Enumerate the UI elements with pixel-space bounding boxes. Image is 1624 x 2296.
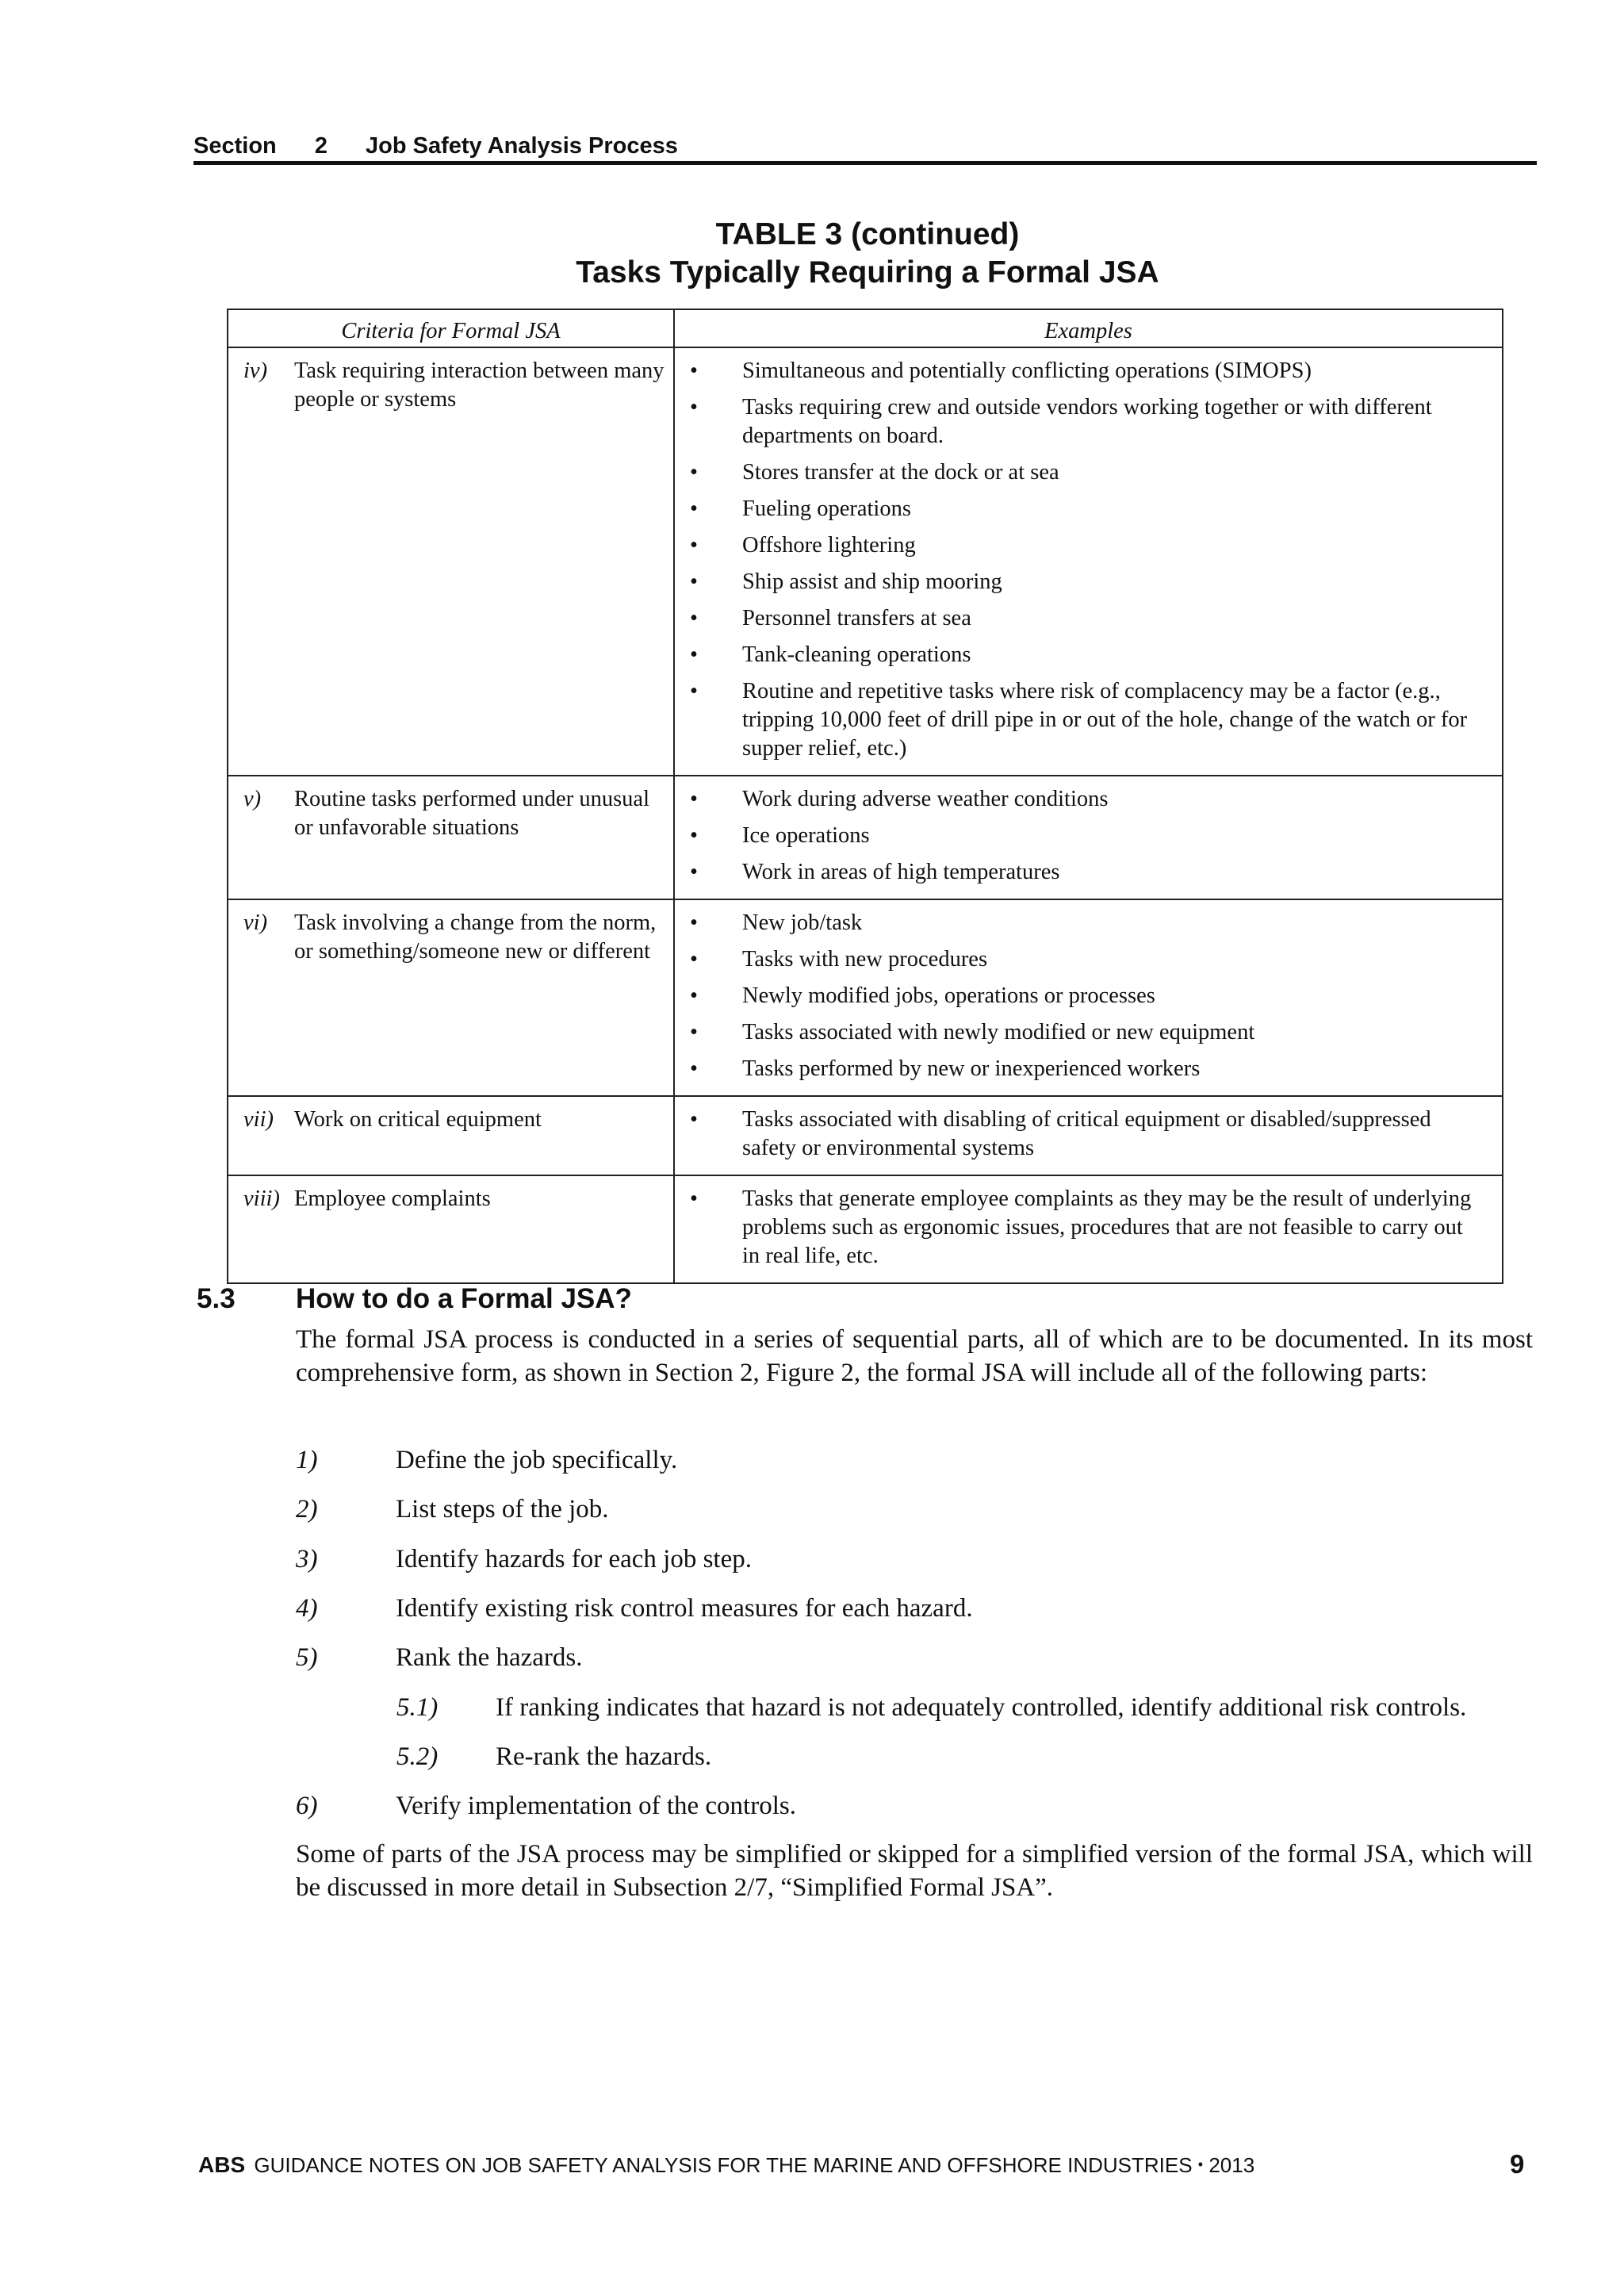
- step-text: Define the job specifically.: [396, 1446, 678, 1474]
- example-item: [690, 1055, 1482, 1083]
- step-number: 5.1): [396, 1692, 439, 1722]
- criteria-text: Employee complaints: [294, 1186, 491, 1211]
- step-text: If ranking indicates that hazard is not adequately controlled, identify additional risk controls.: [496, 1692, 1467, 1722]
- example-item: [690, 945, 1482, 974]
- example-item: [690, 495, 1482, 523]
- examples-cell: [674, 1175, 1503, 1283]
- bullet-icon: •: [690, 1020, 698, 1045]
- step-number: 1): [296, 1446, 318, 1474]
- step-number: 5.2): [396, 1742, 439, 1771]
- examples-list: [676, 901, 1501, 1094]
- bullet-icon: •: [690, 787, 698, 811]
- example-text: Simultaneous and potentially conflicting operations (SIMOPS): [742, 358, 1312, 383]
- table-title-line2: Tasks Typically Requiring a Formal JSA: [576, 255, 1159, 289]
- example-text: Ship assist and ship mooring: [742, 569, 1002, 594]
- step-number: 4): [296, 1593, 318, 1623]
- criteria-number: vi): [243, 910, 268, 935]
- example-text: Routine and repetitive tasks where risk of complacency may be a factor (e.g., tripping 10,000 feet of drill pipe in or out of the hole, change of the watch or for supper relief, etc.): [742, 679, 1468, 761]
- example-item: [690, 1106, 1482, 1163]
- examples-cell: [674, 776, 1503, 899]
- bullet-icon: •: [690, 1186, 698, 1211]
- criteria-cell: [228, 347, 674, 776]
- bullet-icon: •: [690, 395, 698, 420]
- examples-list: [676, 349, 1501, 774]
- bullet-icon: •: [690, 860, 698, 884]
- example-item: [690, 677, 1482, 763]
- example-text: Stores transfer at the dock or at sea: [742, 460, 1059, 485]
- example-text: Tasks requiring crew and outside vendors working together or with different departments on board.: [742, 395, 1432, 448]
- table-title-line1: TABLE 3 (continued): [715, 217, 1020, 251]
- bullet-icon: •: [690, 358, 698, 383]
- bullet-icon: •: [690, 947, 698, 972]
- step-text: Verify implementation of the controls.: [396, 1792, 796, 1821]
- example-item: [690, 982, 1482, 1010]
- criteria-number: iv): [243, 358, 268, 383]
- bullet-icon: •: [690, 983, 698, 1008]
- criteria-number: vii): [243, 1107, 274, 1132]
- step-number: 2): [296, 1495, 318, 1524]
- bullet-icon: •: [690, 823, 698, 848]
- example-text: Personnel transfers at sea: [742, 606, 971, 631]
- example-item: [690, 568, 1482, 596]
- step-text: Rank the hazards.: [396, 1643, 583, 1673]
- example-item: [690, 357, 1482, 385]
- bullet-icon: •: [690, 460, 698, 485]
- bullet-icon: •: [690, 1056, 698, 1081]
- criteria-cell: [228, 1096, 674, 1175]
- header-section-label: Section: [193, 133, 277, 159]
- examples-list: [676, 777, 1501, 898]
- example-item: [690, 909, 1482, 937]
- header-section-number: 2: [314, 133, 327, 159]
- footer-separator: •: [1197, 2156, 1204, 2172]
- step-number: 5): [296, 1643, 318, 1673]
- step-number: 6): [296, 1792, 318, 1821]
- example-item: [690, 641, 1482, 669]
- criteria-text: Routine tasks performed under unusual or unfavorable situations: [294, 787, 649, 840]
- table-row: [228, 347, 1503, 776]
- column-header-criteria: Criteria for Formal JSA: [228, 309, 674, 347]
- bullet-icon: •: [690, 606, 698, 631]
- example-text: Work in areas of high temperatures: [742, 860, 1060, 884]
- jsa-criteria-table: [227, 309, 1503, 1284]
- bullet-icon: •: [690, 679, 698, 703]
- example-text: Tasks with new procedures: [742, 947, 988, 972]
- criteria-number: v): [243, 787, 262, 811]
- example-text: Fueling operations: [742, 496, 911, 521]
- example-text: Tasks associated with disabling of critical equipment or disabled/suppressed safety or environmental systems: [742, 1107, 1431, 1160]
- table-row: [228, 1096, 1503, 1175]
- example-text: Ice operations: [742, 823, 870, 848]
- example-item: [690, 1018, 1482, 1047]
- example-item: [690, 1185, 1482, 1271]
- section-closing-paragraph: Some of parts of the JSA process may be simplified or skipped for a simplified version of the formal JSA, which will be discussed in more detail in Subsection 2/7, “Simplified Formal JSA”.: [296, 1840, 1533, 1902]
- step-text: Identify hazards for each job step.: [396, 1544, 752, 1573]
- example-text: Offshore lightering: [742, 533, 916, 558]
- bullet-icon: •: [690, 642, 698, 667]
- step-text: List steps of the job.: [396, 1495, 609, 1524]
- bullet-icon: •: [690, 496, 698, 521]
- example-text: New job/task: [742, 910, 863, 935]
- table-row: [228, 776, 1503, 899]
- bullet-icon: •: [690, 533, 698, 558]
- criteria-number: viii): [243, 1186, 280, 1211]
- examples-cell: [674, 1096, 1503, 1175]
- table-row: [228, 1175, 1503, 1283]
- step-text: Identify existing risk control measures for each hazard.: [396, 1593, 973, 1623]
- table-title: [0, 216, 1624, 292]
- criteria-text: Work on critical equipment: [294, 1107, 542, 1132]
- example-item: [690, 858, 1482, 887]
- example-text: Newly modified jobs, operations or processes: [742, 983, 1155, 1008]
- footer-brand-logo: ABS: [198, 2152, 246, 2177]
- table-header-row: [228, 309, 1503, 347]
- example-item: [690, 531, 1482, 560]
- column-header-examples: Examples: [674, 309, 1503, 347]
- bullet-icon: •: [690, 1107, 698, 1132]
- example-text: Tasks associated with newly modified or new equipment: [742, 1020, 1255, 1045]
- bullet-icon: •: [690, 910, 698, 935]
- example-text: Work during adverse weather conditions: [742, 787, 1109, 811]
- examples-cell: [674, 899, 1503, 1096]
- table-row: [228, 899, 1503, 1096]
- running-header: [193, 133, 1534, 159]
- page-number: 9: [1510, 2149, 1525, 2179]
- footer-title: GUIDANCE NOTES ON JOB SAFETY ANALYSIS FOR THE MARINE AND OFFSHORE INDUSTRIES: [254, 2153, 1193, 2177]
- example-item: [690, 785, 1482, 814]
- page-footer: [198, 2152, 1254, 2178]
- criteria-text: Task involving a change from the norm, or something/someone new or different: [294, 910, 657, 964]
- step-number: 3): [296, 1544, 318, 1573]
- example-text: Tasks that generate employee complaints as they may be the result of underlying problems such as ergonomic issues, procedures that are not feasible to carry out in real life, etc.: [742, 1186, 1472, 1268]
- section-intro-paragraph: The formal JSA process is conducted in a series of sequential parts, all of which are to be documented. In its most comprehensive form, as shown in Section 2, Figure 2, the formal JSA will include all of the following parts:: [296, 1325, 1533, 1387]
- examples-cell: [674, 347, 1503, 776]
- example-item: [690, 604, 1482, 633]
- example-text: Tasks performed by new or inexperienced workers: [742, 1056, 1201, 1081]
- step-text: Re-rank the hazards.: [496, 1742, 712, 1771]
- header-rule: [193, 161, 1537, 165]
- examples-list: [676, 1098, 1501, 1174]
- criteria-text: Task requiring interaction between many people or systems: [294, 358, 665, 412]
- criteria-cell: [228, 899, 674, 1096]
- footer-year: 2013: [1208, 2153, 1255, 2177]
- criteria-cell: [228, 1175, 674, 1283]
- section-number: 5.3: [197, 1283, 236, 1314]
- header-section-title: Job Safety Analysis Process: [366, 133, 678, 159]
- criteria-cell: [228, 776, 674, 899]
- example-item: [690, 393, 1482, 450]
- examples-list: [676, 1177, 1501, 1282]
- example-item: [690, 458, 1482, 487]
- example-text: Tank-cleaning operations: [742, 642, 971, 667]
- bullet-icon: •: [690, 569, 698, 594]
- example-item: [690, 822, 1482, 850]
- section-title: How to do a Formal JSA?: [296, 1283, 632, 1314]
